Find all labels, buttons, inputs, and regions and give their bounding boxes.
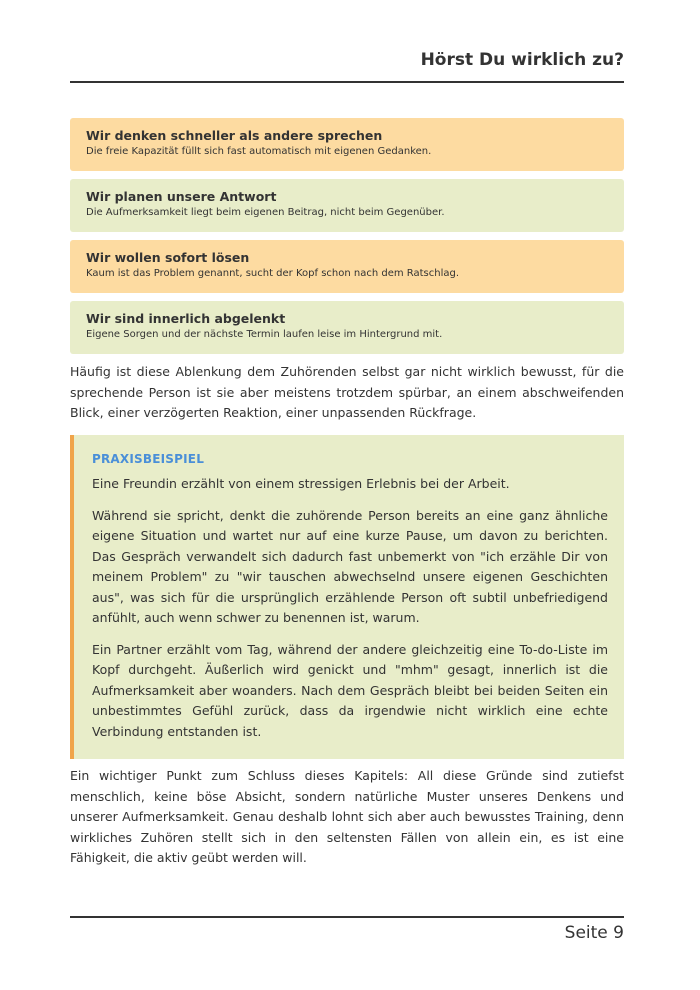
example-box [70,435,624,759]
example-paragraph: Während sie spricht, denkt die zuhörende Person bereits an eine ganz ähnliche eigene Situation und wartet nur auf eine kurze Pause, um davon zu berichten. Das Gespräch verwandelt sich dadurch fast unbemerkt von "ich erzähle Dir von meinem Problem" zu "wir tauschen abwechselnd unsere eigenen Geschichten aus", was sich für die ursprünglich erzählende Person oft subtil unbefriedigend anfühlt, auch wenn schwer zu benennen ist, warum. [92,507,608,625]
reason-card [70,179,624,232]
body-paragraph: Häufig ist diese Ablenkung dem Zuhörenden selbst gar nicht wirklich bewusst, für die sprechende Person ist sie aber meistens trotzdem spürbar, an einem abschweifenden Blick, einer verzögerten Reaktion, einer unpassenden Rückfrage. [70,364,624,420]
reason-card-description: Eigene Sorgen und der nächste Termin laufen leise im Hintergrund mit. [86,329,443,340]
page-header-title: Hörst Du wirklich zu? [420,50,624,70]
footer-divider [70,916,624,918]
reason-card [70,240,624,293]
reason-card [70,301,624,354]
reason-card-title: Wir wollen sofort lösen [86,250,250,265]
example-label: PRAXISBEISPIEL [92,452,205,466]
conclusion-paragraph: Ein wichtiger Punkt zum Schluss dieses Kapitels: All diese Gründe sind zutiefst menschlich, keine böse Absicht, sondern natürliche Muster unseres Denkens und unserer Aufmerksamkeit. Genau deshalb lohnt sich aber auch bewusstes Training, denn wirkliches Zuhören stellt sich in den seltensten Fällen von allein ein, es ist eine Fähigkeit, die aktiv geübt werden will. [70,768,624,865]
reason-card [70,118,624,171]
reason-card-title: Wir planen unsere Antwort [86,189,277,204]
reason-card-description: Kaum ist das Problem genannt, sucht der Kopf schon nach dem Ratschlag. [86,268,460,279]
reasons-list [70,118,624,362]
example-paragraph: Ein Partner erzählt vom Tag, während der andere gleichzeitig eine To-do-Liste im Kopf durchgeht. Äußerlich wird genickt und "mhm" gesagt, innerlich ist die Aufmerksamkeit aber woanders. Nach dem Gespräch bleibt bei beiden Seiten ein unbestimmtes Gefühl zurück, dass da irgendwie nicht wirklich eine echte Verbindung entstanden ist. [92,641,608,739]
page-number: Seite 9 [564,923,624,943]
reason-card-description: Die freie Kapazität füllt sich fast automatisch mit eigenen Gedanken. [86,146,432,157]
example-paragraph: Eine Freundin erzählt von einem stressigen Erlebnis bei der Arbeit. [92,476,510,491]
reason-card-description: Die Aufmerksamkeit liegt beim eigenen Beitrag, nicht beim Gegenüber. [86,207,445,218]
header-divider [70,81,624,83]
reason-card-title: Wir sind innerlich abgelenkt [86,311,286,326]
reason-card-title: Wir denken schneller als andere sprechen [86,128,383,143]
